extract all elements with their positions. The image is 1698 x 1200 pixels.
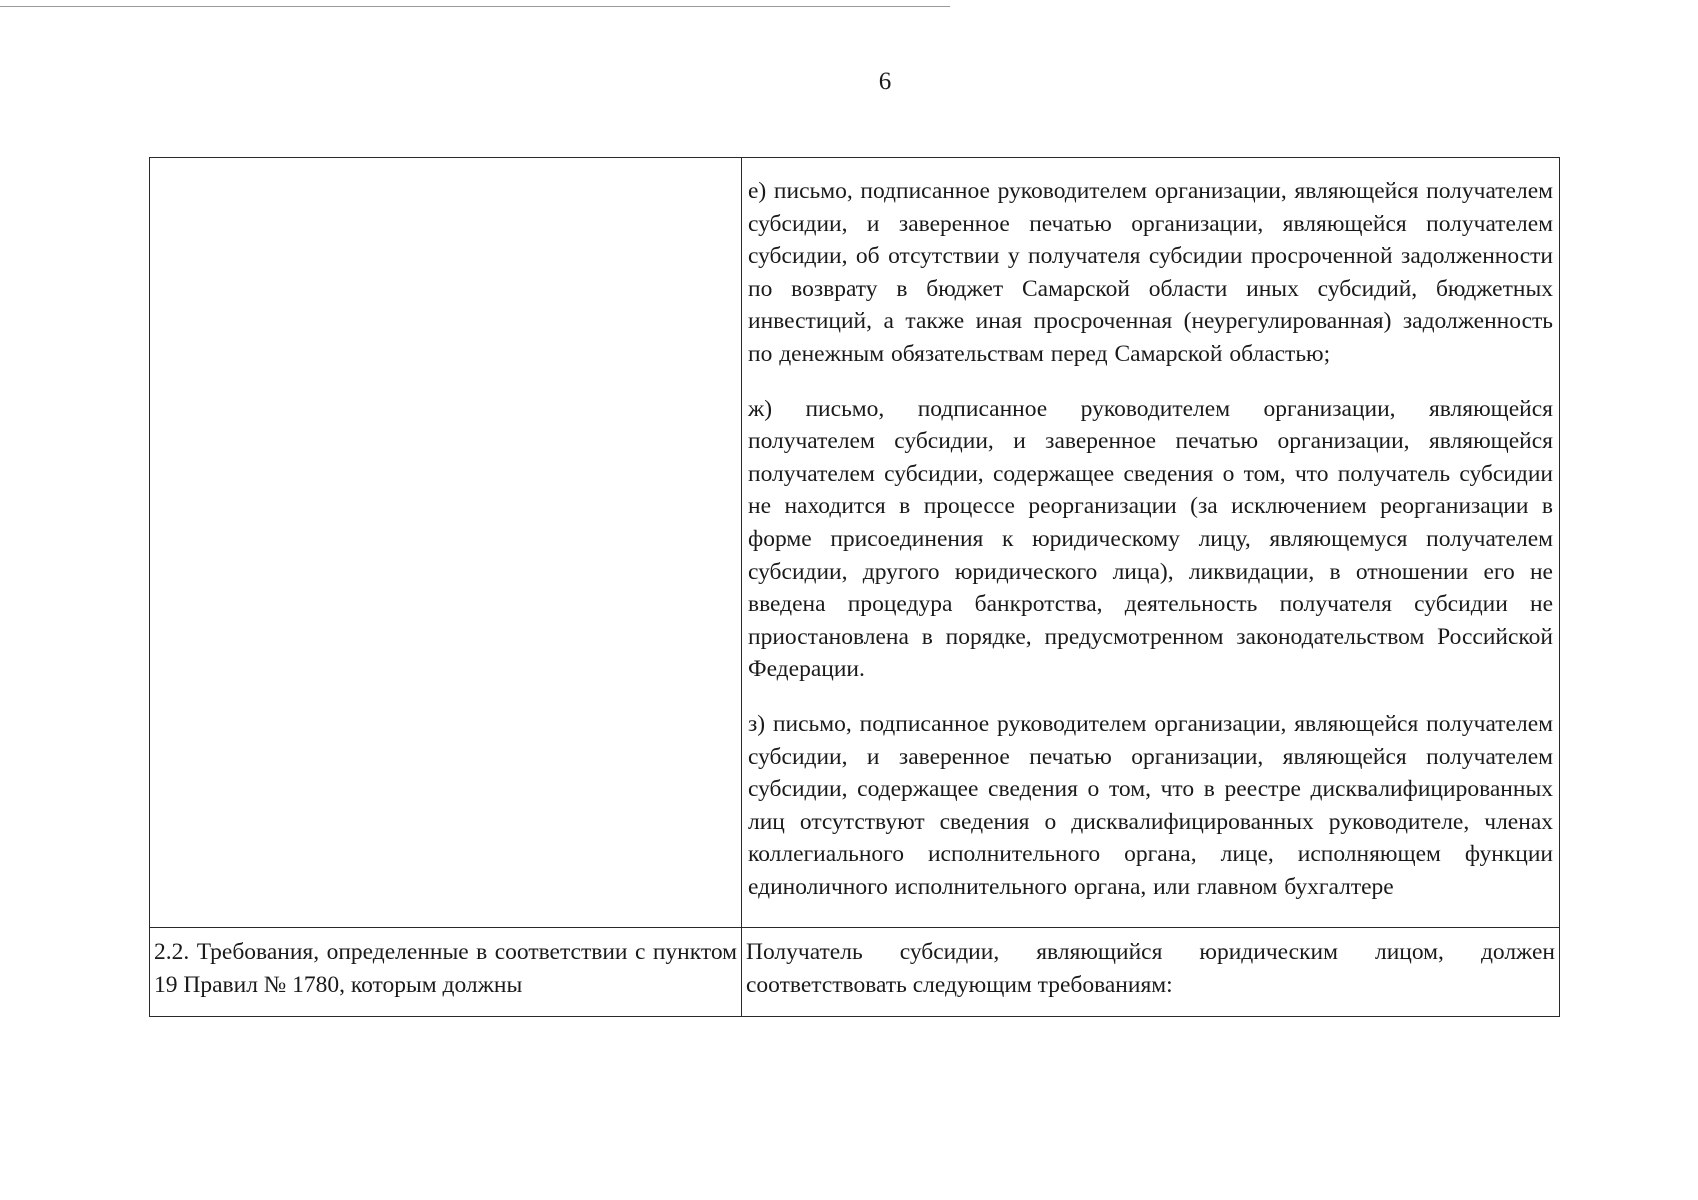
table-cell-left <box>150 158 742 928</box>
paragraph-e: е) письмо, подписанное руководителем организации, являющейся получателем субсидии, и заверенное печатью организации, являющейся получателем субсидии, об отсутствии у получателя субсидии просроченной задолженности по возврату в бюджет Самарской области иных субсидий, бюджетных инвестиций, а также иная просроченная (неурегулированная) задолженность по денежным обязательствам перед Самарской областью; <box>748 178 1553 367</box>
scan-edge-line <box>0 6 950 7</box>
table-row <box>150 158 1560 928</box>
page-number: 6 <box>878 68 892 95</box>
paragraph-z: з) письмо, подписанное руководителем организации, являющейся получателем субсидии, и заверенное печатью организации, являющейся получателем субсидии, содержащее сведения о том, что в реестре дисквалифицированных лиц отсутствуют сведения о дисквалифицированных руководителе, членах коллегиального исполнительного органа, лице, исполняющем функции единоличного исполнительного органа, или главном бухгалтере <box>748 710 1553 900</box>
document-table <box>149 157 1560 1017</box>
paragraph-zh: ж) письмо, подписанное руководителем организации, являющейся получателем субсидии, и заверенное печатью организации, являющейся получателем субсидии, содержащее сведения о том, что получатель субсидии не находится в процессе реорганизации (за исключением реорганизации в форме присоединения к юридическому лицу, являющемуся получателем субсидии, другого юридического лица), ликвидации, в отношении его не введена процедура банкротства, деятельность получателя субсидии не приостановлена в порядке, предусмотренном законодательством Российской Федерации. <box>748 395 1553 683</box>
requirements-label-cell: 2.2. Требования, определенные в соответствии с пунктом 19 Правил № 1780, которым должны <box>150 928 742 1017</box>
table-cell-right <box>742 158 1560 928</box>
table-row <box>150 928 1560 1017</box>
requirements-text-cell: Получатель субсидии, являющийся юридическим лицом, должен соответствовать следующим требованиям: <box>742 928 1560 1017</box>
